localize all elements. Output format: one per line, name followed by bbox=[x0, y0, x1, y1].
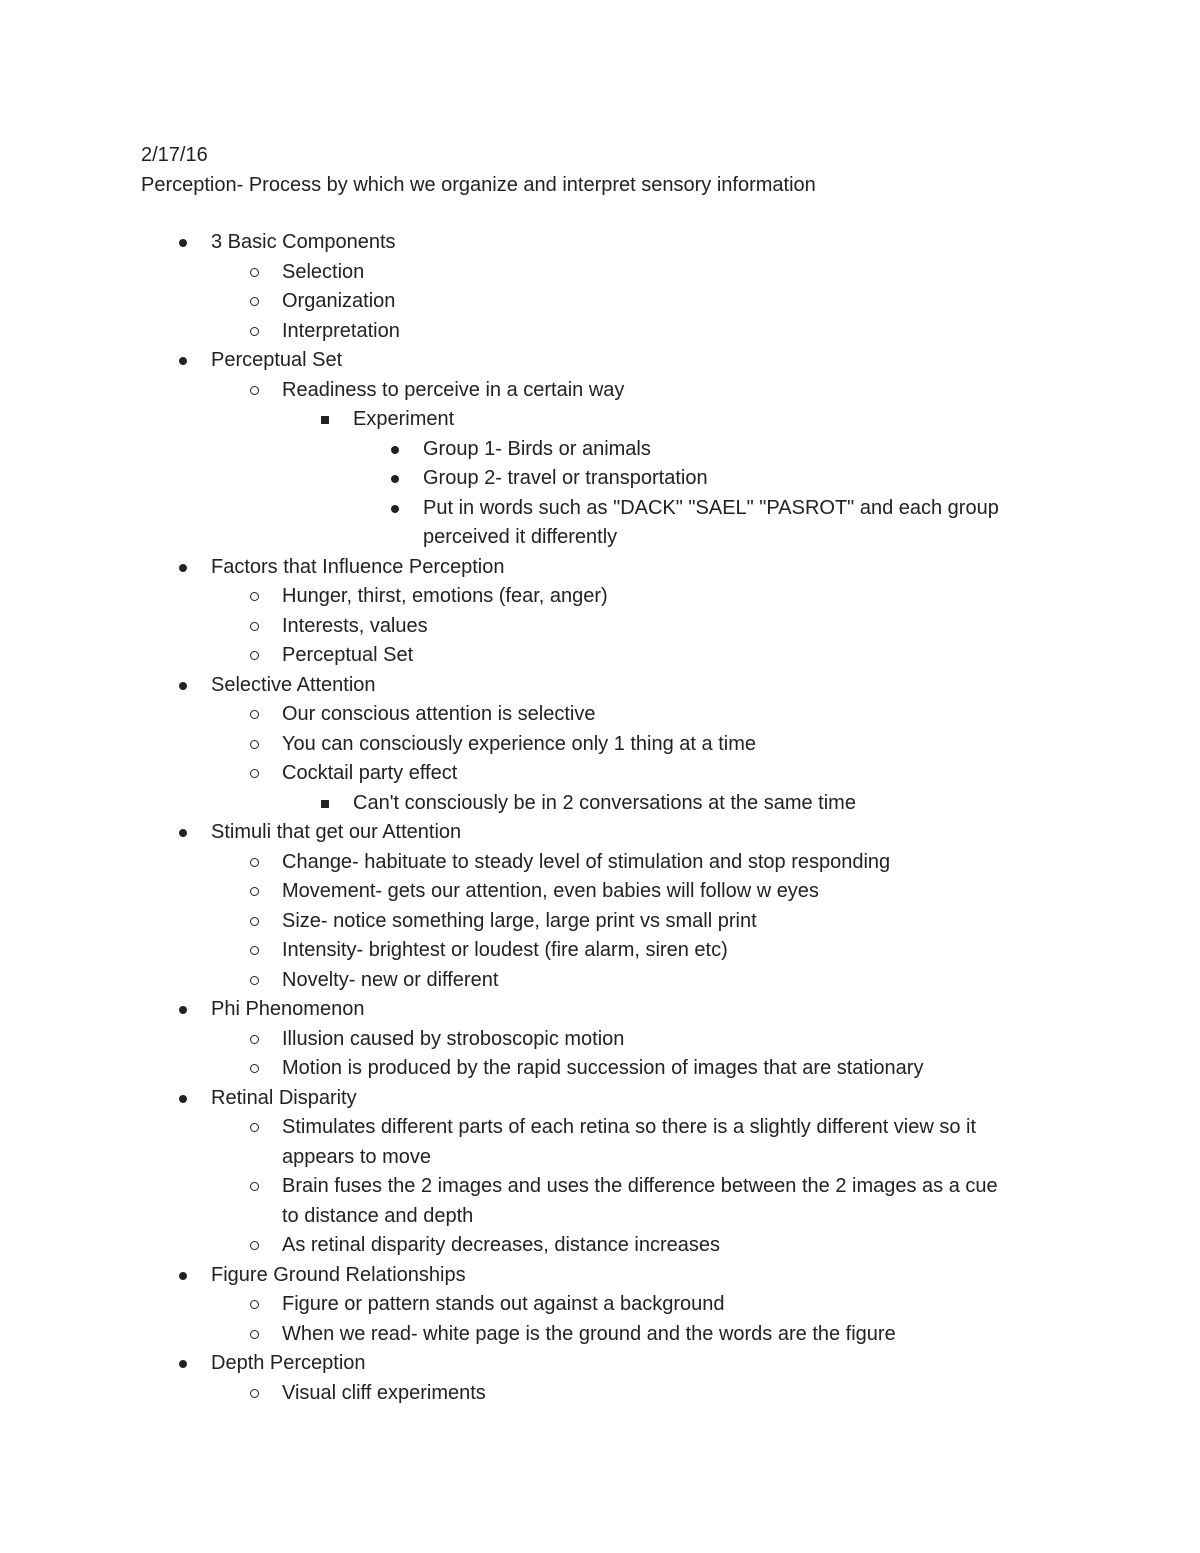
disc-bullet-icon bbox=[391, 475, 399, 483]
outline-item-text: Depth Perception bbox=[211, 1352, 366, 1374]
circle-bullet-icon bbox=[250, 769, 259, 778]
circle-bullet-icon bbox=[250, 710, 259, 719]
date-text: 2/17/16 bbox=[141, 144, 208, 166]
outline-item-text: Perceptual Set bbox=[211, 349, 343, 371]
outline-item-text: Our conscious attention is selective bbox=[282, 703, 596, 725]
outline-item-text: perceived it differently bbox=[423, 526, 618, 548]
outline-item-text: Readiness to perceive in a certain way bbox=[282, 378, 625, 401]
outline-item-text: Interests, values bbox=[282, 614, 428, 637]
outline-item-text: Selective Attention bbox=[211, 673, 376, 696]
disc-bullet-icon bbox=[179, 357, 187, 365]
disc-bullet-icon bbox=[179, 1006, 187, 1014]
circle-bullet-icon bbox=[250, 622, 259, 631]
circle-bullet-icon bbox=[250, 887, 259, 896]
outline-item-text: Change- habituate to steady level of stimulation and stop responding bbox=[282, 850, 891, 873]
circle-bullet-icon bbox=[250, 1330, 259, 1339]
circle-bullet-icon bbox=[250, 1064, 259, 1073]
circle-bullet-icon bbox=[250, 1123, 259, 1132]
outline-item-text: Figure or pattern stands out against a background bbox=[282, 1293, 725, 1315]
disc-bullet-icon bbox=[179, 564, 187, 572]
circle-bullet-icon bbox=[250, 1389, 259, 1398]
circle-bullet-icon bbox=[250, 858, 259, 867]
disc-bullet-icon bbox=[179, 829, 187, 837]
outline-item-text: Brain fuses the 2 images and uses the difference between the 2 images as a cue bbox=[282, 1175, 998, 1197]
outline-item-text: Novelty- new or different bbox=[282, 968, 499, 991]
disc-bullet-icon bbox=[179, 1272, 187, 1280]
disc-bullet-icon bbox=[179, 682, 187, 690]
outline-item-text: Group 2- travel or transportation bbox=[423, 467, 708, 489]
outline-item-text: Organization bbox=[282, 290, 396, 312]
square-bullet-icon bbox=[321, 800, 329, 808]
circle-bullet-icon bbox=[250, 1182, 259, 1191]
disc-bullet-icon bbox=[179, 1360, 187, 1368]
outline-item-text: Figure Ground Relationships bbox=[211, 1263, 466, 1286]
outline-item-text: Illusion caused by stroboscopic motion bbox=[282, 1027, 625, 1050]
disc-bullet-icon bbox=[391, 446, 399, 454]
outline-item-text: Phi Phenomenon bbox=[211, 998, 365, 1020]
outline-item-text: When we read- white page is the ground and the words are the figure bbox=[282, 1322, 896, 1345]
disc-bullet-icon bbox=[391, 505, 399, 513]
circle-bullet-icon bbox=[250, 1300, 259, 1309]
square-bullet-icon bbox=[321, 416, 329, 424]
circle-bullet-icon bbox=[250, 946, 259, 955]
circle-bullet-icon bbox=[250, 917, 259, 926]
outline-item-text: Stimuli that get our Attention bbox=[211, 821, 462, 843]
circle-bullet-icon bbox=[250, 740, 259, 749]
outline-item-text: Factors that Influence Perception bbox=[211, 555, 505, 578]
circle-bullet-icon bbox=[250, 592, 259, 601]
outline-item-text: As retinal disparity decreases, distance increases bbox=[282, 1234, 720, 1256]
disc-bullet-icon bbox=[179, 239, 187, 247]
outline-item-text: Stimulates different parts of each retina so there is a slightly different view so it bbox=[282, 1116, 977, 1138]
outline-item-text: Hunger, thirst, emotions (fear, anger) bbox=[282, 585, 608, 607]
outline-item-text: Motion is produced by the rapid succession of images that are stationary bbox=[282, 1057, 924, 1079]
outline-item-text: appears to move bbox=[282, 1145, 431, 1168]
outline-item-text: Cocktail party effect bbox=[282, 762, 458, 784]
outline-item-text: Perceptual Set bbox=[282, 644, 414, 666]
circle-bullet-icon bbox=[250, 1035, 259, 1044]
outline-item-text: Can't consciously be in 2 conversations at the same time bbox=[353, 791, 856, 814]
outline-item-text: Interpretation bbox=[282, 319, 400, 342]
outline-item-text: Visual cliff experiments bbox=[282, 1381, 486, 1404]
outline-item-text: Size- notice something large, large print vs small print bbox=[282, 909, 757, 932]
outline-item-text: Retinal Disparity bbox=[211, 1086, 357, 1109]
outline-item-text: Experiment bbox=[353, 408, 455, 430]
circle-bullet-icon bbox=[250, 327, 259, 336]
outline-item-text: Movement- gets our attention, even babies will follow w eyes bbox=[282, 880, 819, 902]
disc-bullet-icon bbox=[179, 1095, 187, 1103]
circle-bullet-icon bbox=[250, 297, 259, 306]
circle-bullet-icon bbox=[250, 1241, 259, 1250]
outline-item-text: to distance and depth bbox=[282, 1204, 474, 1227]
outline-item-text: Intensity- brightest or loudest (fire alarm, siren etc) bbox=[282, 939, 728, 961]
definition-text: Perception- Process by which we organize and interpret sensory information bbox=[141, 174, 816, 196]
circle-bullet-icon bbox=[250, 651, 259, 660]
outline-item-text: 3 Basic Components bbox=[211, 231, 396, 253]
outline-item-text: Group 1- Birds or animals bbox=[423, 437, 651, 460]
circle-bullet-icon bbox=[250, 976, 259, 985]
outline-item-text: Put in words such as "DACK" "SAEL" "PASROT" and each group bbox=[423, 496, 999, 519]
circle-bullet-icon bbox=[250, 386, 259, 395]
outline-item-text: You can consciously experience only 1 thing at a time bbox=[282, 732, 756, 755]
circle-bullet-icon bbox=[250, 268, 259, 277]
outline-item-text: Selection bbox=[282, 260, 365, 283]
